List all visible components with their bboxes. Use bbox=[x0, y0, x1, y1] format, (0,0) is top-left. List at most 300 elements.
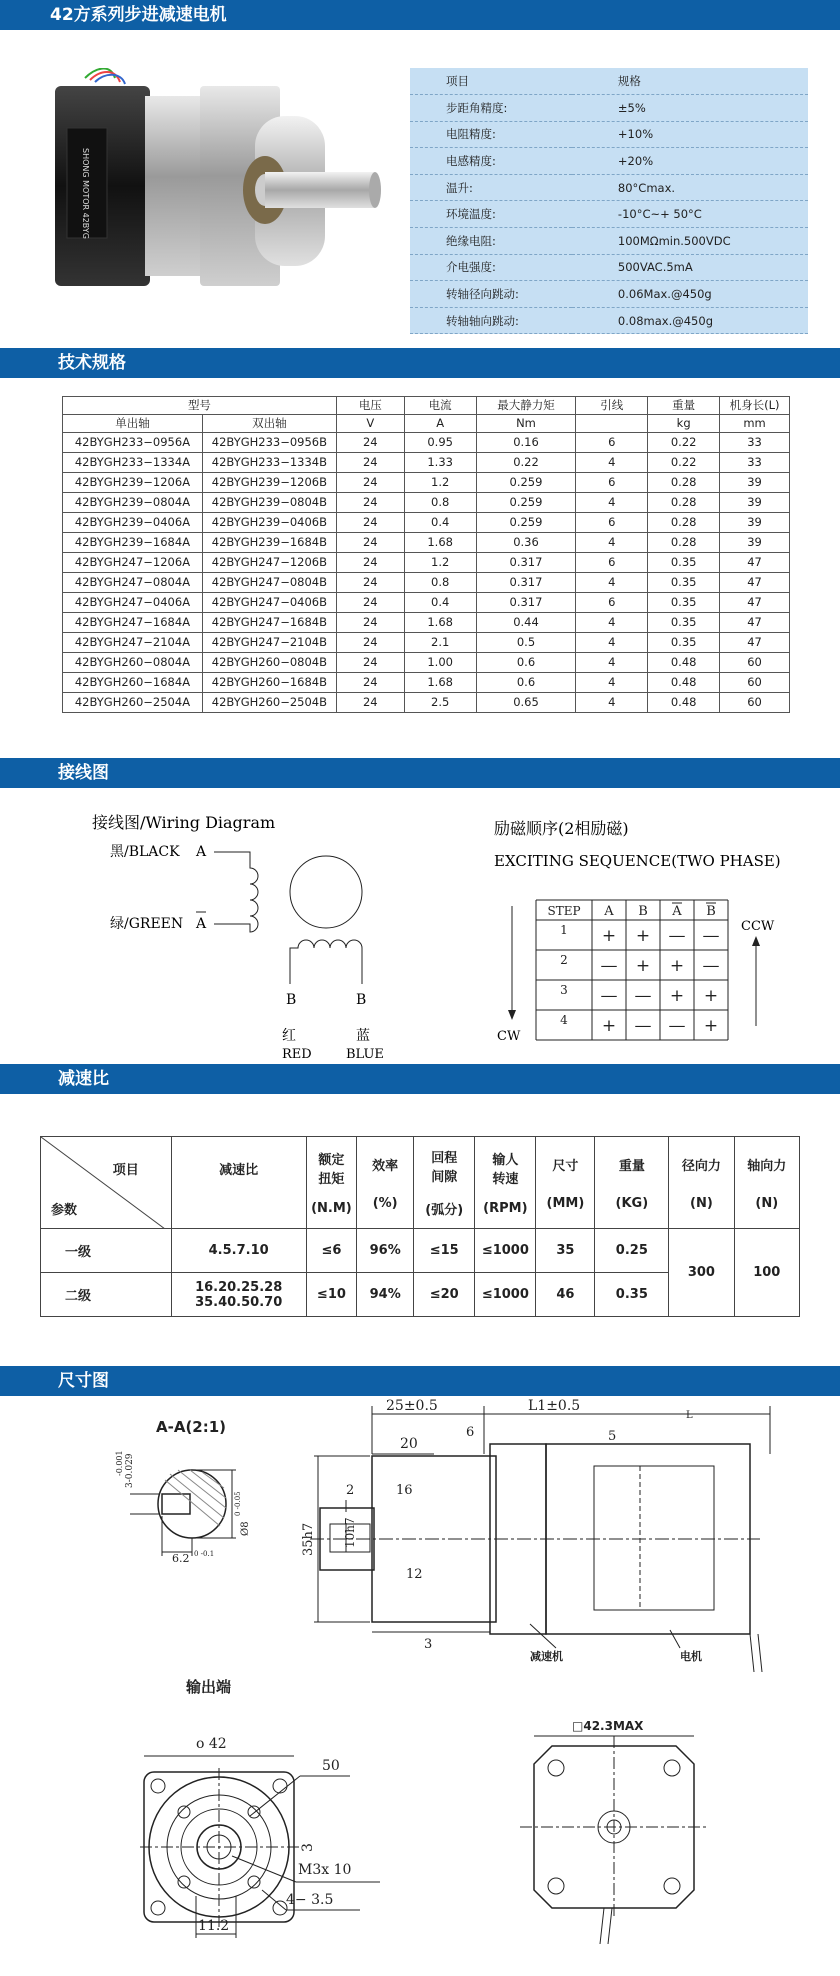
table-cell: 4 bbox=[576, 612, 648, 632]
coil-a bbox=[214, 852, 258, 932]
table-cell: 0.6 bbox=[476, 672, 576, 692]
phase-a-label: A bbox=[196, 844, 207, 860]
header-rated-1: 额定 bbox=[318, 1153, 345, 1168]
d12-label: 12 bbox=[406, 1567, 423, 1582]
table-cell: 39 bbox=[720, 532, 790, 552]
table-cell: 6 bbox=[576, 592, 648, 612]
ratio-table bbox=[40, 1136, 800, 1317]
table-cell: 1.68 bbox=[404, 532, 476, 552]
table-cell: 42BYGH247−0804B bbox=[202, 572, 336, 592]
table-cell: 6 bbox=[576, 432, 648, 452]
size-2: 46 bbox=[536, 1273, 595, 1317]
table-cell: 0.22 bbox=[648, 432, 720, 452]
unit-weight: kg bbox=[648, 414, 720, 432]
table-cell: 1.68 bbox=[404, 672, 476, 692]
phase-header: B bbox=[706, 904, 716, 919]
dimension-bar bbox=[0, 1366, 840, 1396]
table-cell: 24 bbox=[336, 432, 404, 452]
o42-label: o 42 bbox=[196, 1736, 227, 1752]
table-cell: 0.317 bbox=[476, 572, 576, 592]
product-overview bbox=[0, 30, 840, 348]
header-input-1: 输人 bbox=[492, 1153, 519, 1168]
table-cell: 42BYGH247−0804A bbox=[63, 572, 203, 592]
wiring-section bbox=[0, 788, 840, 1064]
output-end-label: 输出端 bbox=[186, 1678, 232, 1696]
spec-row bbox=[410, 307, 808, 334]
table-cell: 42BYGH247−2104B bbox=[202, 632, 336, 652]
spec-key: 绝缘电阻: bbox=[410, 228, 572, 255]
spec-value: 500VAC.5mA bbox=[572, 254, 808, 281]
spec-value: 80°Cmax. bbox=[572, 174, 808, 201]
table-cell: 42BYGH233−1334B bbox=[202, 452, 336, 472]
red-cn: 红 bbox=[282, 1028, 296, 1044]
table-cell: 42BYGH247−1684A bbox=[63, 612, 203, 632]
table-row bbox=[63, 572, 790, 592]
table-cell: 47 bbox=[720, 572, 790, 592]
phase-state: — bbox=[634, 1016, 652, 1036]
step-number: 1 bbox=[560, 923, 568, 937]
table-cell: 0.44 bbox=[476, 612, 576, 632]
table-cell: 0.35 bbox=[648, 572, 720, 592]
table-cell: 24 bbox=[336, 532, 404, 552]
d5-label: 5 bbox=[608, 1429, 617, 1444]
header-back-2: 间隙 bbox=[431, 1170, 458, 1185]
table-cell: 0.28 bbox=[648, 472, 720, 492]
eff-2: 94% bbox=[357, 1273, 414, 1317]
col-model: 型号 bbox=[63, 397, 337, 415]
table-cell: 42BYGH260−1684B bbox=[202, 672, 336, 692]
spec-row bbox=[410, 148, 808, 175]
stage-1: 一级 bbox=[41, 1229, 172, 1273]
hole-label: 4− 3.5 bbox=[286, 1892, 334, 1908]
table-cell: 42BYGH239−0804A bbox=[63, 492, 203, 512]
header-size-unit: (MM) bbox=[546, 1195, 585, 1211]
table-cell: 6 bbox=[576, 512, 648, 532]
phase-state: + bbox=[703, 1016, 719, 1036]
l1-label: L1±0.5 bbox=[528, 1398, 581, 1414]
table-row bbox=[63, 672, 790, 692]
axial-value: 100 bbox=[734, 1229, 799, 1317]
table-cell: 0.5 bbox=[476, 632, 576, 652]
unit-leads bbox=[576, 414, 648, 432]
spec-value: -10°C~+ 50°C bbox=[572, 201, 808, 228]
table-cell: 24 bbox=[336, 512, 404, 532]
header-back-unit: (弧分) bbox=[425, 1203, 464, 1218]
col-weight: 重量 bbox=[648, 397, 720, 415]
eff-1: 96% bbox=[357, 1229, 414, 1273]
table-cell: 4 bbox=[576, 632, 648, 652]
sq-label: □42.3MAX bbox=[572, 1719, 644, 1733]
spec-value: +10% bbox=[572, 121, 808, 148]
d25-label: 25±0.5 bbox=[386, 1398, 438, 1414]
sequence-table bbox=[536, 900, 728, 1040]
seq-title-cn: 励磁顺序(2相励磁) bbox=[494, 819, 629, 838]
table-cell: 42BYGH233−0956A bbox=[63, 432, 203, 452]
tech-spec-bar bbox=[0, 348, 840, 378]
motor-label: 电机 bbox=[680, 1650, 702, 1663]
d8-tol: 0 -0.05 bbox=[234, 1491, 242, 1516]
l-label: L bbox=[686, 1410, 693, 1421]
table-cell: 39 bbox=[720, 512, 790, 532]
product-title-bar bbox=[0, 0, 840, 30]
blue-en: BLUE bbox=[346, 1047, 384, 1062]
spec-value: +20% bbox=[572, 148, 808, 175]
phase-header: A bbox=[672, 904, 682, 919]
table-row bbox=[63, 592, 790, 612]
table-cell: 4 bbox=[576, 532, 648, 552]
spec-key: 转轴径向跳动: bbox=[410, 281, 572, 308]
phase-state: + bbox=[601, 926, 617, 946]
spec-row bbox=[410, 121, 808, 148]
spec-value: 规格 bbox=[572, 68, 808, 95]
m3-label: M3x 10 bbox=[298, 1862, 352, 1878]
phase-state: + bbox=[635, 926, 651, 946]
spec-row bbox=[410, 254, 808, 281]
aa-label: A-A(2:1) bbox=[156, 1418, 227, 1436]
table-cell: 42BYGH260−0804B bbox=[202, 652, 336, 672]
table-cell: 6 bbox=[576, 472, 648, 492]
spec-row bbox=[410, 68, 808, 95]
spec-row bbox=[410, 201, 808, 228]
unit-voltage: V bbox=[336, 414, 404, 432]
table-cell: 0.28 bbox=[648, 532, 720, 552]
table-cell: 0.16 bbox=[476, 432, 576, 452]
table-cell: 2.5 bbox=[404, 692, 476, 712]
table-cell: 42BYGH260−2504A bbox=[63, 692, 203, 712]
table-cell: 42BYGH239−1684A bbox=[63, 532, 203, 552]
table-cell: 60 bbox=[720, 692, 790, 712]
col-double: 双出轴 bbox=[202, 414, 336, 432]
phase-state: — bbox=[668, 926, 686, 946]
spec-key: 电感精度: bbox=[410, 148, 572, 175]
ratio-row-1 bbox=[41, 1229, 800, 1273]
table-cell: 39 bbox=[720, 492, 790, 512]
table-cell: 24 bbox=[336, 692, 404, 712]
table-cell: 24 bbox=[336, 492, 404, 512]
table-cell: 0.48 bbox=[648, 672, 720, 692]
ratio-bar bbox=[0, 1064, 840, 1094]
table-row bbox=[63, 632, 790, 652]
dimension-drawing bbox=[0, 1396, 840, 1944]
col-voltage: 电压 bbox=[336, 397, 404, 415]
table-cell: 4 bbox=[576, 492, 648, 512]
spec-value: 100MΩmin.500VDC bbox=[572, 228, 808, 255]
header-weight-unit: (KG) bbox=[615, 1195, 649, 1211]
wiring-diagram bbox=[0, 788, 840, 1064]
wiring-bar bbox=[0, 758, 840, 788]
d6-label: 6 bbox=[466, 1425, 475, 1440]
torque-1: ≤6 bbox=[306, 1229, 357, 1273]
table-cell: 0.35 bbox=[648, 592, 720, 612]
coil-b bbox=[290, 940, 362, 984]
stage-2: 二级 bbox=[41, 1273, 172, 1317]
table-cell: 0.317 bbox=[476, 552, 576, 572]
table-cell: 42BYGH247−0406B bbox=[202, 592, 336, 612]
phase-state: — bbox=[634, 986, 652, 1006]
spec-row bbox=[410, 228, 808, 255]
d10-label: 10h7 bbox=[343, 1517, 357, 1548]
spec-key: 步距角精度: bbox=[410, 95, 572, 122]
dimension-title: 尺寸图 bbox=[58, 1371, 109, 1391]
d16-label: 16 bbox=[396, 1483, 413, 1498]
table-row bbox=[63, 492, 790, 512]
table-cell: 0.35 bbox=[648, 612, 720, 632]
table-cell: 47 bbox=[720, 612, 790, 632]
table-cell: 42BYGH233−0956B bbox=[202, 432, 336, 452]
table-cell: 0.36 bbox=[476, 532, 576, 552]
motor-label: SHONG MOTOR 42BYG bbox=[81, 148, 90, 239]
table-cell: 6 bbox=[576, 552, 648, 572]
dimension-section bbox=[0, 1396, 840, 1976]
header-weight: 重量 bbox=[618, 1158, 645, 1174]
table-row bbox=[63, 432, 790, 452]
table-cell: 0.4 bbox=[404, 592, 476, 612]
table-cell: 42BYGH247−1206B bbox=[202, 552, 336, 572]
header-item: 项目 bbox=[112, 1163, 139, 1178]
header-back-1: 回程 bbox=[431, 1151, 458, 1166]
table-cell: 4 bbox=[576, 452, 648, 472]
size-1: 35 bbox=[536, 1229, 595, 1273]
col-length: 机身长(L) bbox=[720, 397, 790, 415]
w62-tol: 0 -0.1 bbox=[194, 1550, 215, 1558]
table-cell: 4 bbox=[576, 692, 648, 712]
d2-label: 2 bbox=[346, 1483, 355, 1498]
table-cell: 24 bbox=[336, 552, 404, 572]
wiring-title: 接线图 bbox=[58, 763, 109, 783]
spec-value: 0.08max.@450g bbox=[572, 307, 808, 334]
table-cell: 0.317 bbox=[476, 592, 576, 612]
header-radial-unit: (N) bbox=[690, 1195, 713, 1211]
d50-label: 50 bbox=[322, 1758, 340, 1774]
table-cell: 0.48 bbox=[648, 692, 720, 712]
col-leads: 引线 bbox=[576, 397, 648, 415]
d3-label: 3 bbox=[424, 1637, 433, 1652]
weight-1: 0.25 bbox=[595, 1229, 669, 1273]
ratio-title: 减速比 bbox=[58, 1069, 109, 1089]
table-cell: 0.8 bbox=[404, 492, 476, 512]
d112-label: 11.2 bbox=[198, 1918, 230, 1934]
table-cell: 33 bbox=[720, 452, 790, 472]
d20-label: 20 bbox=[400, 1436, 418, 1452]
phase-state: + bbox=[669, 956, 685, 976]
table-row bbox=[63, 692, 790, 712]
reducer-label: 减速机 bbox=[530, 1650, 563, 1663]
table-cell: 4 bbox=[576, 652, 648, 672]
ratios-2a: 16.20.25.28 bbox=[195, 1279, 283, 1295]
radial-value: 300 bbox=[669, 1229, 734, 1317]
phase-state: — bbox=[668, 1016, 686, 1036]
tech-spec-title: 技术规格 bbox=[58, 353, 126, 373]
table-cell: 0.48 bbox=[648, 652, 720, 672]
table-cell: 47 bbox=[720, 632, 790, 652]
header-size: 尺寸 bbox=[552, 1158, 579, 1174]
table-cell: 0.35 bbox=[648, 632, 720, 652]
phase-state: + bbox=[703, 986, 719, 1006]
green-label: 绿/GREEN bbox=[110, 916, 184, 932]
table-row bbox=[63, 552, 790, 572]
header-axial: 轴向力 bbox=[747, 1158, 787, 1174]
spec-key: 转轴轴向跳动: bbox=[410, 307, 572, 334]
rotor-circle bbox=[290, 856, 362, 928]
table-cell: 24 bbox=[336, 672, 404, 692]
table-cell: 0.259 bbox=[476, 492, 576, 512]
table-cell: 1.68 bbox=[404, 612, 476, 632]
table-cell: 4 bbox=[576, 572, 648, 592]
d3b-label: 3 bbox=[300, 1843, 316, 1852]
table-row bbox=[63, 532, 790, 552]
table-cell: 42BYGH247−0406A bbox=[63, 592, 203, 612]
header-rated-2: 扭矩 bbox=[318, 1172, 345, 1187]
weight-2: 0.35 bbox=[595, 1273, 669, 1317]
phase-state: — bbox=[600, 956, 618, 976]
step-number: 3 bbox=[560, 983, 568, 997]
blue-cn: 蓝 bbox=[356, 1028, 370, 1044]
col-current: 电流 bbox=[404, 397, 476, 415]
table-cell: 60 bbox=[720, 672, 790, 692]
ccw-label: CCW bbox=[741, 919, 775, 934]
col-torque: 最大静力矩 bbox=[476, 397, 576, 415]
spec-row bbox=[410, 174, 808, 201]
header-diagonal-cell bbox=[41, 1137, 172, 1229]
spec-key: 介电强度: bbox=[410, 254, 572, 281]
cw-label: CW bbox=[497, 1029, 521, 1044]
spec-key: 电阻精度: bbox=[410, 121, 572, 148]
table-cell: 0.259 bbox=[476, 472, 576, 492]
ratios-2b: 35.40.50.70 bbox=[195, 1294, 283, 1310]
unit-length: mm bbox=[720, 414, 790, 432]
red-en: RED bbox=[282, 1047, 312, 1062]
header-param: 参数 bbox=[51, 1203, 78, 1218]
table-cell: 42BYGH247−1206A bbox=[63, 552, 203, 572]
backlash-1: ≤15 bbox=[414, 1229, 475, 1273]
table-cell: 39 bbox=[720, 472, 790, 492]
table-cell: 42BYGH239−0406A bbox=[63, 512, 203, 532]
spec-value: ±5% bbox=[572, 95, 808, 122]
tech-spec-section bbox=[0, 378, 840, 758]
motor-photo bbox=[55, 68, 405, 308]
table-cell: 24 bbox=[336, 652, 404, 672]
table-cell: 1.2 bbox=[404, 472, 476, 492]
table-cell: 0.35 bbox=[648, 552, 720, 572]
table-cell: 0.4 bbox=[404, 512, 476, 532]
header-axial-unit: (N) bbox=[755, 1195, 779, 1211]
header-eff: 效率 bbox=[372, 1158, 399, 1174]
spec-key: 环境温度: bbox=[410, 201, 572, 228]
table-cell: 42BYGH260−0804A bbox=[63, 652, 203, 672]
table-row bbox=[63, 452, 790, 472]
phase-state: + bbox=[635, 956, 651, 976]
table-cell: 47 bbox=[720, 552, 790, 572]
table-row bbox=[63, 652, 790, 672]
ratio-section bbox=[0, 1094, 840, 1366]
table-cell: 24 bbox=[336, 472, 404, 492]
table-cell: 0.95 bbox=[404, 432, 476, 452]
d8-label: Ø8 bbox=[240, 1521, 251, 1536]
table-cell: 0.65 bbox=[476, 692, 576, 712]
step-number: 2 bbox=[560, 953, 568, 967]
wiring-caption: 接线图/Wiring Diagram bbox=[92, 813, 276, 832]
unit-torque: Nm bbox=[476, 414, 576, 432]
backlash-2: ≤20 bbox=[414, 1273, 475, 1317]
table-cell: 0.6 bbox=[476, 652, 576, 672]
table-cell: 42BYGH247−2104A bbox=[63, 632, 203, 652]
phase-state: — bbox=[702, 956, 720, 976]
tol-a: -0.001 bbox=[115, 1450, 124, 1476]
table-cell: 24 bbox=[336, 592, 404, 612]
table-cell: 42BYGH239−0804B bbox=[202, 492, 336, 512]
table-cell: 42BYGH260−1684A bbox=[63, 672, 203, 692]
table-cell: 24 bbox=[336, 572, 404, 592]
table-cell: 4 bbox=[576, 672, 648, 692]
phase-state: — bbox=[600, 986, 618, 1006]
phase-state: + bbox=[669, 986, 685, 1006]
table-cell: 1.2 bbox=[404, 552, 476, 572]
table-cell: 60 bbox=[720, 652, 790, 672]
unit-current: A bbox=[404, 414, 476, 432]
header-eff-unit: (%) bbox=[372, 1195, 398, 1211]
header-rated-unit: (N.M) bbox=[311, 1201, 352, 1216]
table-cell: 42BYGH239−1206B bbox=[202, 472, 336, 492]
product-title: 42方系列步进减速电机 bbox=[50, 5, 227, 25]
speed-1: ≤1000 bbox=[475, 1229, 536, 1273]
table-cell: 24 bbox=[336, 612, 404, 632]
table-cell: 0.259 bbox=[476, 512, 576, 532]
ratios-1: 4.5.7.10 bbox=[171, 1229, 306, 1273]
d35-label: 35h7 bbox=[301, 1522, 316, 1556]
table-cell: 2.1 bbox=[404, 632, 476, 652]
table-cell: 42BYGH260−2504B bbox=[202, 692, 336, 712]
spec-table bbox=[410, 68, 808, 334]
phase-header: B bbox=[638, 904, 648, 919]
table-cell: 0.22 bbox=[476, 452, 576, 472]
tech-spec-table bbox=[62, 396, 790, 713]
w62-label: 6.2 bbox=[172, 1552, 190, 1565]
speed-2: ≤1000 bbox=[475, 1273, 536, 1317]
phase-abar-label: A bbox=[196, 916, 207, 932]
col-single: 单出轴 bbox=[63, 414, 203, 432]
step-number: 4 bbox=[560, 1013, 568, 1027]
phase-header: A bbox=[604, 904, 614, 919]
header-ratio: 减速比 bbox=[171, 1137, 306, 1229]
table-cell: 42BYGH239−1684B bbox=[202, 532, 336, 552]
table-cell: 42BYGH239−0406B bbox=[202, 512, 336, 532]
seq-title-en: EXCITING SEQUENCE(TWO PHASE) bbox=[494, 852, 781, 870]
table-cell: 24 bbox=[336, 632, 404, 652]
table-cell: 47 bbox=[720, 592, 790, 612]
table-cell: 42BYGH239−1206A bbox=[63, 472, 203, 492]
table-cell: 0.8 bbox=[404, 572, 476, 592]
table-row bbox=[63, 612, 790, 632]
black-label: 黑/BLACK bbox=[110, 844, 180, 860]
header-input-2: 转速 bbox=[492, 1172, 519, 1187]
table-row bbox=[63, 512, 790, 532]
spec-value: 0.06Max.@450g bbox=[572, 281, 808, 308]
spec-row bbox=[410, 95, 808, 122]
header-input-unit: (RPM) bbox=[483, 1201, 528, 1216]
spec-key: 温升: bbox=[410, 174, 572, 201]
table-cell: 42BYGH233−1334A bbox=[63, 452, 203, 472]
table-cell: 0.22 bbox=[648, 452, 720, 472]
spec-row bbox=[410, 281, 808, 308]
table-cell: 42BYGH247−1684B bbox=[202, 612, 336, 632]
table-cell: 1.33 bbox=[404, 452, 476, 472]
table-cell: 24 bbox=[336, 452, 404, 472]
table-cell: 0.28 bbox=[648, 492, 720, 512]
phase-bbar-label: B bbox=[356, 992, 367, 1008]
spec-key: 项目 bbox=[410, 68, 572, 95]
phase-state: + bbox=[601, 1016, 617, 1036]
table-cell: 33 bbox=[720, 432, 790, 452]
